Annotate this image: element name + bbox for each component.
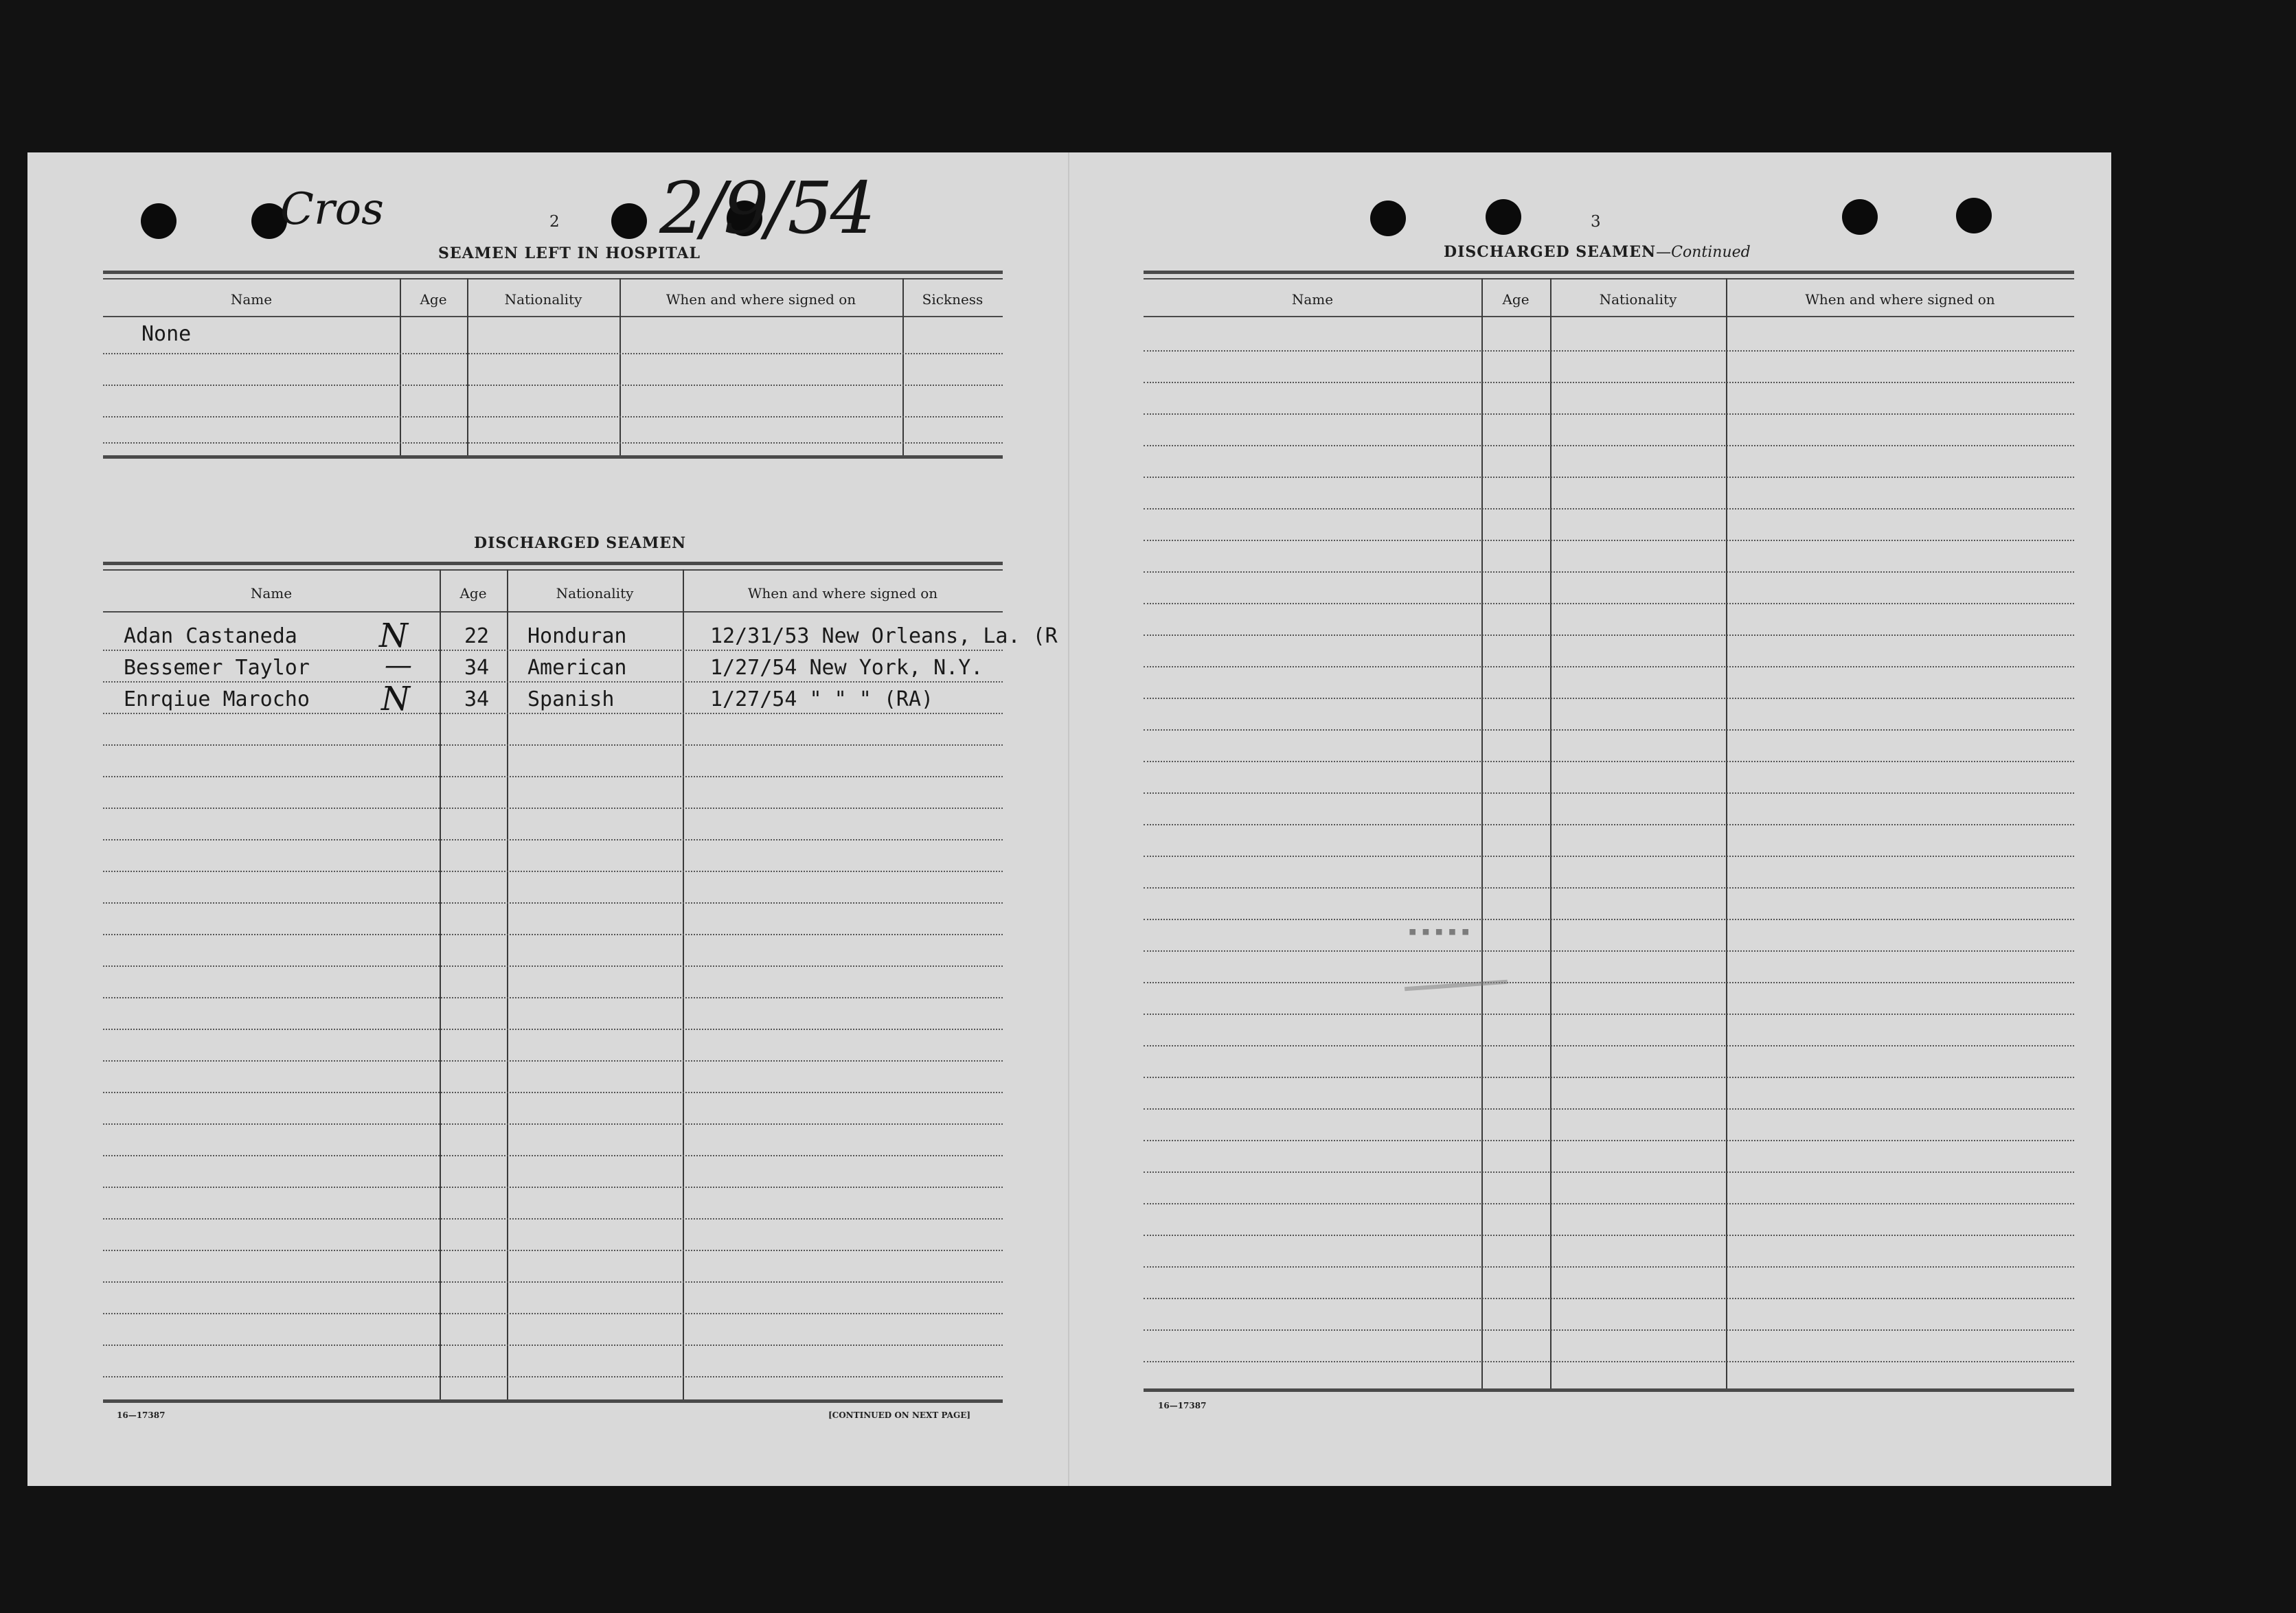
page-number-right: 3 [1591,213,1601,231]
column-header: Name [250,585,293,602]
hospital-heading: SEAMEN LEFT IN HOSPITAL [438,244,701,262]
punch-hole [611,203,647,239]
table-rule [103,569,1003,571]
row-line [103,713,1003,714]
row-line [1144,729,2074,731]
row-line [1144,1329,2074,1331]
column-divider [683,569,684,1399]
column-divider [507,569,508,1399]
row-line [103,808,1003,809]
seaman-signed-on: 1/27/54 " " " (RA) [710,687,934,711]
document-sheet [27,152,2111,1486]
column-header: When and where signed on [666,291,856,308]
row-line [103,1250,1003,1251]
row-line [1144,1045,2074,1046]
seaman-nationality: American [527,656,627,680]
row-line [103,1029,1003,1030]
row-line [103,650,1003,651]
row-line [1144,698,2074,699]
seaman-mark: N [379,617,408,655]
row-line [1144,1203,2074,1204]
row-line [103,1218,1003,1220]
form-number-left: 16—17387 [117,1410,166,1420]
punch-hole [1370,201,1406,236]
seaman-mark: N [381,680,410,718]
table-rule [103,562,1003,565]
punch-hole [1486,199,1521,235]
continued-note: [CONTINUED ON NEXT PAGE] [828,1410,971,1420]
row-line [103,839,1003,840]
row-line [1144,350,2074,352]
handwritten-date: 2/9/54 [659,166,873,250]
row-line [1144,982,2074,983]
row-line [1144,1361,2074,1362]
discharged-heading: DISCHARGED SEAMEN [474,534,687,552]
table-rule [103,278,1003,279]
seaman-signed-on: 12/31/53 New Orleans, La. (R [710,624,1058,648]
seaman-name: Enrqiue Marocho [124,687,310,711]
handwritten-name: Cros [280,184,384,235]
row-line [103,1123,1003,1125]
column-header: Nationality [504,291,582,308]
hospital-entry: None [141,322,192,346]
row-line [103,1281,1003,1283]
row-line [1144,508,2074,510]
row-line [1144,792,2074,794]
table-rule [103,316,1003,317]
hospital-table [103,271,1003,463]
column-header: Age [1502,291,1530,308]
row-line [103,1060,1003,1062]
page-fold [1068,152,1069,1486]
row-line [1144,445,2074,446]
row-line [103,934,1003,935]
row-line [103,871,1003,872]
row-line [1144,824,2074,825]
discharged-table [103,562,1058,1406]
row-line [103,744,1003,746]
table-rule [1144,316,2074,317]
row-line [1144,666,2074,667]
seaman-signed-on: 1/27/54 New York, N.Y. [710,656,984,680]
table-rule [1144,1388,2074,1392]
continued-subtitle: —Continued [1656,244,1751,261]
row-line [103,902,1003,904]
row-line [1144,1298,2074,1299]
row-line [103,965,1003,967]
punch-hole [1842,199,1878,235]
row-line [1144,382,2074,383]
row-line [1144,1171,2074,1173]
punch-hole [141,203,177,239]
row-line [1144,634,2074,636]
row-line [103,1313,1003,1314]
seaman-age: 34 [464,656,490,680]
row-line [1144,1108,2074,1110]
continued-table [1144,271,2074,1549]
row-line [103,776,1003,777]
row-line [103,353,1003,354]
row-line [1144,571,2074,573]
row-line [103,1187,1003,1188]
row-line [103,1376,1003,1377]
row-line [103,997,1003,998]
row-line [1144,1235,2074,1236]
column-header: Nationality [556,585,634,602]
column-header: Name [1291,291,1334,308]
table-rule [1144,278,2074,279]
seaman-age: 34 [464,687,490,711]
table-rule [1144,271,2074,274]
column-header: Nationality [1599,291,1677,308]
row-line [1144,950,2074,952]
row-line [1144,1140,2074,1141]
row-line [1144,1077,2074,1078]
seaman-name: Bessemer Taylor [124,656,310,680]
row-line [1144,856,2074,857]
row-line [1144,603,2074,604]
seaman-nationality: Spanish [527,687,615,711]
row-line [1144,1014,2074,1015]
continued-title: DISCHARGED SEAMEN [1444,243,1657,261]
row-line [103,681,1003,683]
column-header: When and where signed on [747,585,938,602]
column-header: Age [420,291,447,308]
row-line [103,1345,1003,1346]
table-rule [103,455,1003,459]
row-line [1144,1266,2074,1268]
seaman-mark: — [385,650,412,681]
row-line [1144,477,2074,478]
row-line [103,1155,1003,1156]
row-line [103,442,1003,444]
punch-hole [1956,198,1992,233]
table-rule [103,271,1003,274]
seaman-nationality: Honduran [527,624,627,648]
seaman-age: 22 [464,624,490,648]
form-number-right: 16—17387 [1158,1401,1207,1410]
column-divider [440,569,441,1399]
table-rule [103,1399,1003,1403]
row-line [1144,761,2074,762]
row-line [1144,413,2074,415]
continued-heading [1444,243,1751,261]
seaman-name: Adan Castaneda [124,624,297,648]
row-line [103,1092,1003,1093]
column-header: Name [230,291,273,308]
row-line [1144,887,2074,889]
column-header: When and where signed on [1805,291,1995,308]
column-header: Age [459,585,487,602]
page-number-left: 2 [549,213,560,231]
row-line [103,416,1003,417]
column-header: Sickness [922,291,984,308]
row-line [103,385,1003,386]
table-rule [103,611,1003,613]
row-line [1144,540,2074,541]
faint-stamp-mark: ▪▪▪▪▪ [1408,923,1475,940]
row-line [1144,919,2074,920]
